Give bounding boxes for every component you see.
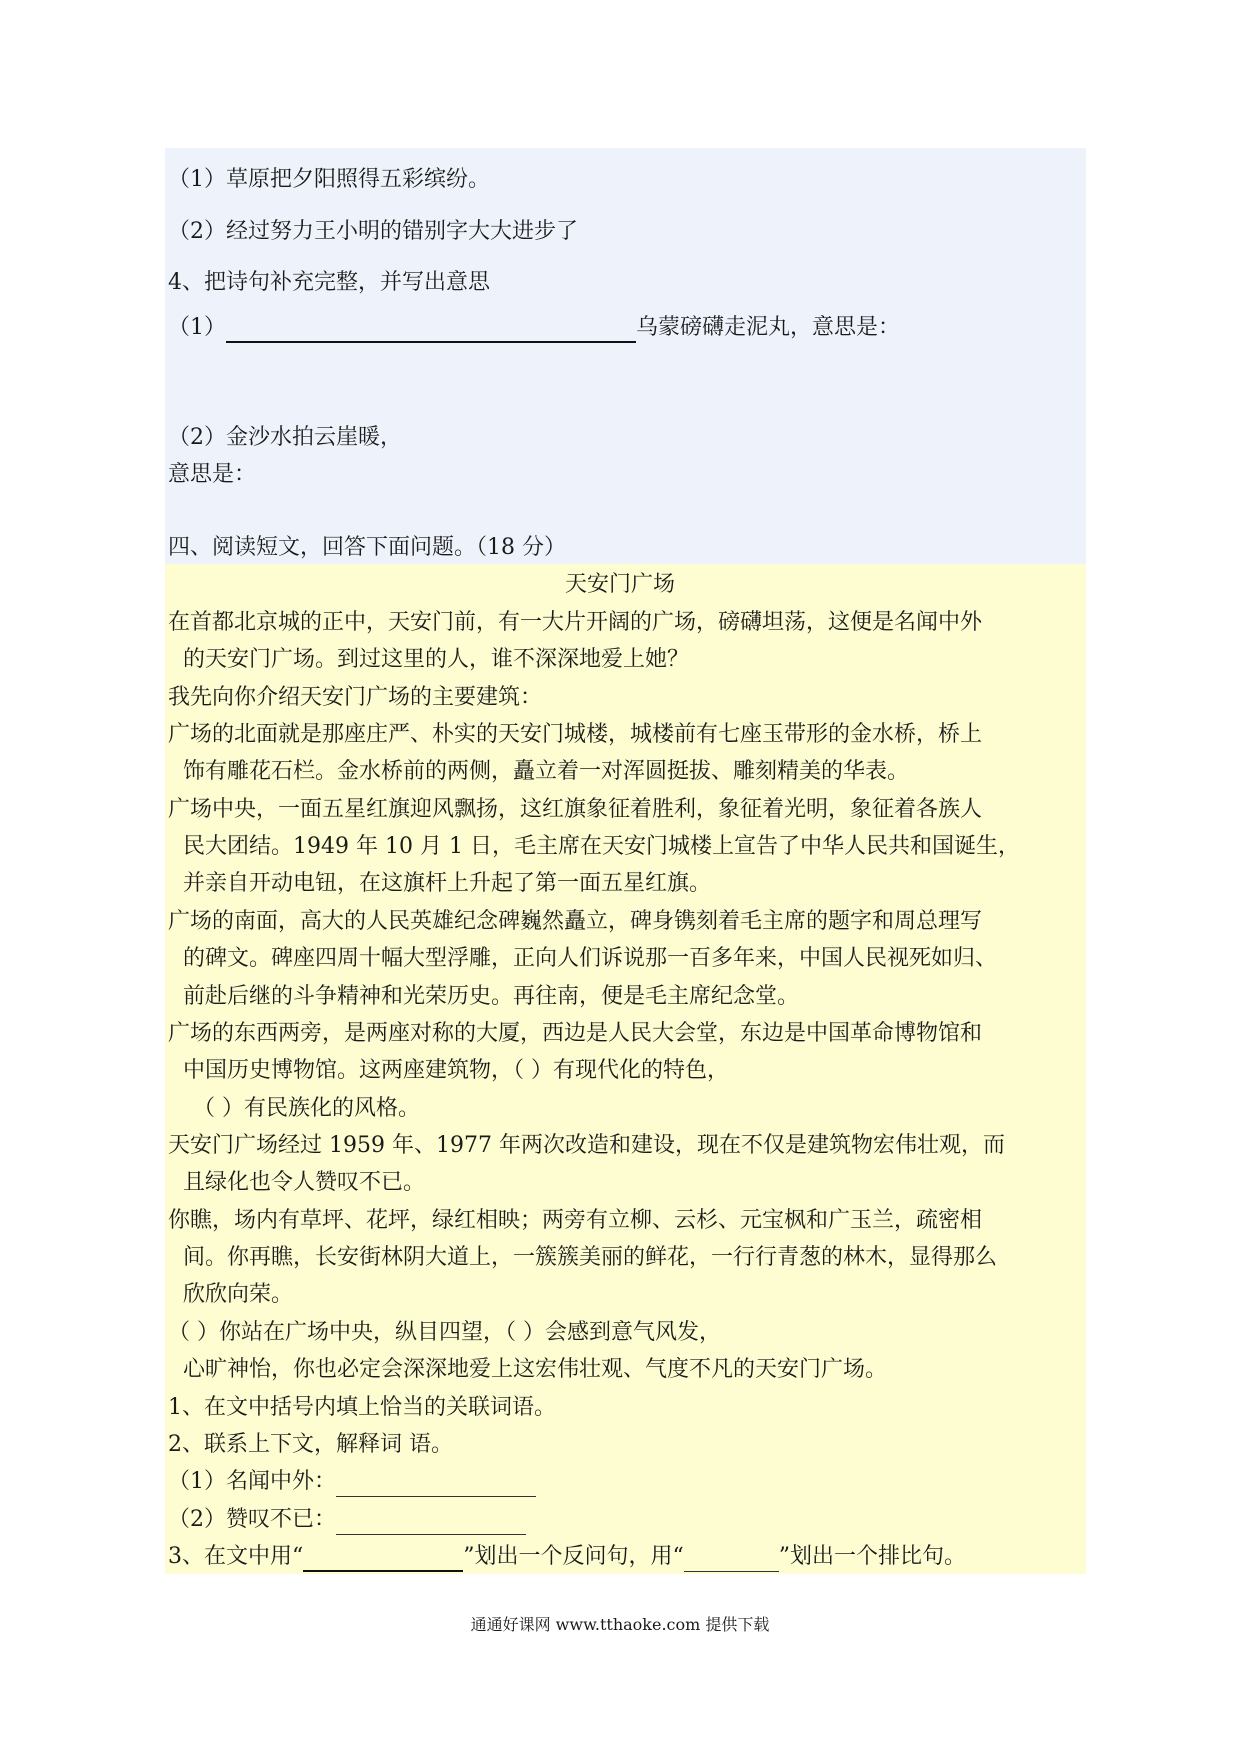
underline-sample-dashed bbox=[684, 1549, 779, 1572]
sentence-2: （2）经过努力王小明的错别字大大进步了 bbox=[168, 219, 578, 244]
passage-line: 心旷神怡，你也必定会深深地爱上这宏伟壮观、气度不凡的天安门广场。 bbox=[183, 1357, 888, 1382]
answer-blank[interactable] bbox=[336, 1474, 536, 1497]
question-4-title: 4、把诗句补充完整，并写出意思 bbox=[168, 270, 490, 295]
section-4-heading: 四、阅读短文，回答下面问题。（18 分） bbox=[168, 535, 566, 560]
q3-part-b: ”划出一个反问句，用“ bbox=[463, 1544, 684, 1569]
answer-blank[interactable] bbox=[336, 1512, 526, 1535]
passage-line: 且绿化也令人赞叹不已。 bbox=[183, 1170, 426, 1195]
passage-line: 在首都北京城的正中，天安门前，有一大片开阔的广场，磅礴坦荡，这便是名闻中外 bbox=[168, 610, 983, 635]
passage-line: 民大团结。1949 年 10 月 1 日，毛主席在天安门城楼上宣告了中华人民共和国诞生， bbox=[183, 834, 1020, 859]
passage-line: 饰有雕花石栏。金水桥前的两侧，矗立着一对浑圆挺拔、雕刻精美的华表。 bbox=[183, 759, 910, 784]
passage-line: 天安门广场经过 1959 年、1977 年两次改造和建设，现在不仅是建筑物宏伟壮观，而 bbox=[168, 1133, 1005, 1158]
passage-line: 广场的南面，高大的人民英雄纪念碑巍然矗立，碑身镌刻着毛主席的题字和周总理写 bbox=[168, 909, 983, 934]
passage-line-with-blank: 中国历史博物馆。这两座建筑物，（ ）有现代化的特色， bbox=[183, 1058, 729, 1083]
question-4-2: （2）金沙水拍云崖暖， bbox=[168, 425, 402, 450]
question-1: 1、在文中括号内填上恰当的关联词语。 bbox=[168, 1395, 556, 1420]
passage-line: 广场的北面就是那座庄严、朴实的天安门城楼，城楼前有七座玉带形的金水桥，桥上 bbox=[168, 722, 983, 747]
passage-line-with-blank: （ ）有民族化的风格。 bbox=[193, 1096, 420, 1121]
question-2-2 bbox=[168, 1505, 526, 1535]
passage-line-with-blank: （ ）你站在广场中央，纵目四望，（ ）会感到意气风发， bbox=[168, 1320, 721, 1345]
exercise-section-background bbox=[165, 148, 1086, 564]
q3-part-a: 3、在文中用“ bbox=[168, 1544, 304, 1569]
question-2-1 bbox=[168, 1467, 536, 1497]
question-4-2-meaning: 意思是： bbox=[168, 462, 257, 487]
q2-2-label: （2）赞叹不已： bbox=[168, 1507, 336, 1532]
passage-line: 的碑文。碑座四周十幅大型浮雕，正向人们诉说那一百多年来，中国人民视死如归、 bbox=[183, 946, 998, 971]
passage-line: 广场的东西两旁，是两座对称的大厦，西边是人民大会堂，东边是中国革命博物馆和 bbox=[168, 1021, 983, 1046]
underline-sample-solid bbox=[303, 1546, 463, 1572]
passage-line: 前赴后继的斗争精神和光荣历史。再往南，便是毛主席纪念堂。 bbox=[183, 984, 800, 1009]
q2-1-label: （1）名闻中外： bbox=[168, 1469, 336, 1494]
passage-line: 欣欣向荣。 bbox=[183, 1282, 294, 1307]
q4-1-prefix: （1） bbox=[168, 315, 226, 340]
passage-line: 间。你再瞧，长安街林阴大道上，一簇簇美丽的鲜花，一行行青葱的林木，显得那么 bbox=[183, 1245, 998, 1270]
passage-line: 的天安门广场。到过这里的人，谁不深深地爱上她？ bbox=[183, 647, 690, 672]
passage-title: 天安门广场 bbox=[564, 572, 675, 597]
question-3 bbox=[168, 1542, 966, 1572]
poem-blank[interactable] bbox=[226, 317, 636, 343]
footer-source: 通通好课网 www.tthaoke.com 提供下载 bbox=[470, 1615, 770, 1634]
question-4-1 bbox=[168, 313, 900, 343]
q4-1-suffix: 乌蒙磅礴走泥丸，意思是： bbox=[636, 315, 901, 340]
sentence-1: （1）草原把夕阳照得五彩缤纷。 bbox=[168, 167, 490, 192]
passage-line: 你瞧，场内有草坪、花坪，绿红相映；两旁有立柳、云杉、元宝枫和广玉兰，疏密相 bbox=[168, 1208, 983, 1233]
q3-part-c: ”划出一个排比句。 bbox=[778, 1544, 966, 1569]
passage-line: 并亲自开动电钮，在这旗杆上升起了第一面五星红旗。 bbox=[183, 871, 712, 896]
passage-line: 广场中央，一面五星红旗迎风飘扬，这红旗象征着胜利，象征着光明，象征着各族人 bbox=[168, 797, 983, 822]
question-2: 2、联系上下文，解释词 语。 bbox=[168, 1432, 453, 1457]
passage-line: 我先向你介绍天安门广场的主要建筑： bbox=[168, 685, 543, 710]
